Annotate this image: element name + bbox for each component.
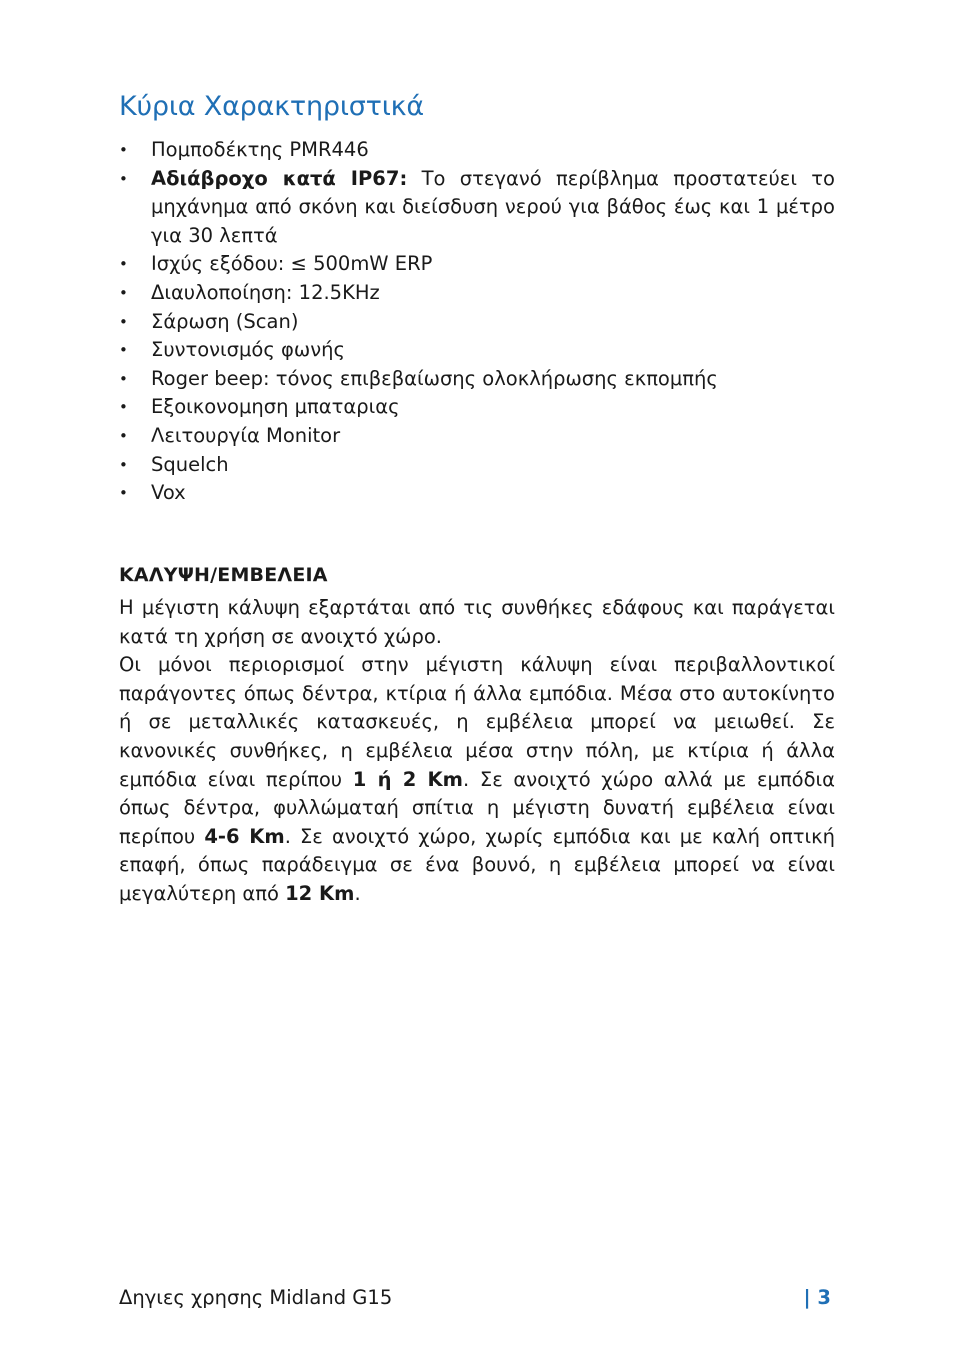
bullet-icon: • bbox=[119, 426, 128, 445]
page-number: | 3 bbox=[803, 1286, 831, 1309]
coverage-body bbox=[119, 594, 835, 909]
bullet-icon: • bbox=[119, 369, 128, 388]
bullet-icon: • bbox=[119, 255, 128, 274]
feature-text: Roger beep: τόνος επιβεβαίωσης ολοκλήρωσης εκπομπής bbox=[151, 366, 718, 390]
list-item bbox=[119, 308, 835, 337]
feature-text: Το στεγανό περίβλημα προστατεύει το μηχάνημα από σκόνη και διείσδυση νερού για βάθος έως και 1 μέτρο για 30 λεπτά bbox=[151, 166, 835, 247]
footer-document-title: Δηγιες χρησης Midland G15 bbox=[119, 1286, 393, 1309]
coverage-paragraph-1: Η μέγιστη κάλυψη εξαρτάται από τις συνθήκες εδάφους και παράγεται κατά τη χρήση σε ανοιχτό χώρο. bbox=[119, 596, 835, 648]
feature-text: Λειτουργία Monitor bbox=[151, 423, 341, 447]
bullet-icon: • bbox=[119, 398, 128, 417]
bullet-icon: • bbox=[119, 312, 128, 331]
list-item bbox=[119, 451, 835, 480]
feature-text: Squelch bbox=[151, 452, 229, 476]
page-footer bbox=[119, 1283, 835, 1313]
bullet-icon: • bbox=[119, 484, 128, 503]
features-list bbox=[119, 136, 835, 508]
bullet-icon: • bbox=[119, 455, 128, 474]
feature-text: Εξοικονομηση μπαταριας bbox=[151, 395, 400, 419]
list-item bbox=[119, 365, 835, 394]
paragraph-text: Οι μόνοι περιορισμοί στην μέγιστη κάλυψη είναι περιβαλλοντικοί παράγοντες όπως δέντρα, κτίρια ή άλλα εμπόδια. Μέσα στο αυτοκίνητο ή σε μεταλλικές κατασκευές, η εμβέλεια μπορεί να μειωθεί. Σε κανονικές συνθήκες, η εμβέλεια μέσα στην πόλη, με κτίρια ή άλλα εμπόδια είναι περίπου bbox=[119, 653, 835, 791]
page-title: Κύρια Χαρακτηριστικά bbox=[119, 91, 424, 122]
feature-text: Vox bbox=[151, 481, 186, 505]
list-item bbox=[119, 336, 835, 365]
list-item bbox=[119, 393, 835, 422]
feature-bold: Αδιάβροχο κατά IP67: bbox=[151, 166, 408, 190]
range-trees-value: 4-6 Km bbox=[204, 824, 285, 848]
list-item bbox=[119, 165, 835, 251]
range-open-value: 12 Km bbox=[285, 881, 355, 905]
coverage-heading: ΚΑΛΥΨΗ/ΕΜΒΕΛΕΙΑ bbox=[119, 564, 328, 586]
feature-text: Ισχύς εξόδου: ≤ 500mW ERP bbox=[151, 252, 433, 276]
list-item bbox=[119, 279, 835, 308]
bullet-icon: • bbox=[119, 283, 128, 302]
feature-text: Σάρωση (Scan) bbox=[151, 309, 299, 333]
paragraph-text: . bbox=[354, 881, 361, 905]
list-item bbox=[119, 479, 835, 508]
paragraph-text: . Σε ανοιχτό χώρο αλλά με εμπόδια όπως δέντρα, φυλλώματαή σπίτια η μέγιστη δυνατή εμβέλεια είναι περίπου bbox=[119, 767, 835, 848]
bullet-icon: • bbox=[119, 169, 128, 188]
list-item bbox=[119, 422, 835, 451]
bullet-icon: • bbox=[119, 141, 128, 159]
coverage-paragraph-2 bbox=[119, 651, 835, 908]
paragraph-text: . Σε ανοιχτό χώρο, χωρίς εμπόδια και με καλή οπτική επαφή, όπως παράδειγμα σε ένα βουνό, η εμβέλεια μπορεί να είναι μεγαλύτερη από bbox=[119, 824, 835, 905]
feature-text: Πομποδέκτης PMR446 bbox=[151, 138, 369, 161]
feature-text: Διαυλοποίηση: 12.5KHz bbox=[151, 280, 380, 304]
bullet-icon: • bbox=[119, 341, 128, 360]
list-item bbox=[119, 250, 835, 279]
feature-text: Συντονισμός φωνής bbox=[151, 338, 345, 362]
range-city-value: 1 ή 2 Km bbox=[352, 767, 463, 791]
list-item bbox=[119, 136, 835, 165]
